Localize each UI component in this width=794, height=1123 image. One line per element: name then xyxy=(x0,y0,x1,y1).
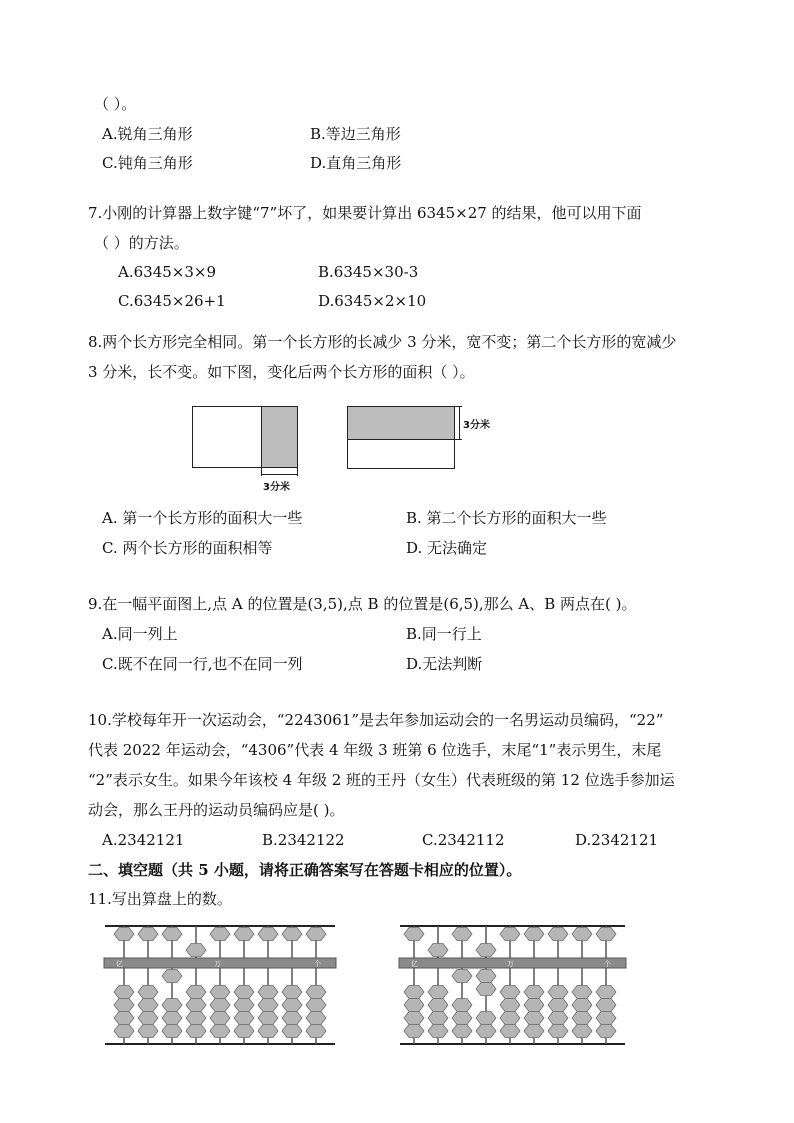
abacus-bead xyxy=(210,1025,230,1038)
abacus-2 xyxy=(395,920,635,1050)
abacus-bead xyxy=(404,928,424,941)
abacus-bead xyxy=(258,986,278,999)
abacus-bead xyxy=(572,1025,592,1038)
abacus-bead xyxy=(476,983,496,996)
abacus-bead xyxy=(596,928,616,941)
abacus-bead xyxy=(258,928,278,941)
abacus-bead xyxy=(428,999,448,1012)
abacus-bead xyxy=(210,1012,230,1025)
abacus-bead xyxy=(476,944,496,957)
abacus-bead xyxy=(306,928,326,941)
abacus-bead xyxy=(210,986,230,999)
abacus-bead xyxy=(476,970,496,983)
dimension-label: 3分米 xyxy=(263,482,290,493)
q9-option-b: B.同一行上 xyxy=(406,625,482,643)
abacus-bead xyxy=(234,986,254,999)
q8-line1: 8.两个长方形完全相同。第一个长方形的长减少 3 分米，宽不变；第二个长方形的宽减少 xyxy=(88,333,677,351)
abacus-bead xyxy=(138,1025,158,1038)
abacus-bead xyxy=(404,1012,424,1025)
abacus-bead xyxy=(210,999,230,1012)
q8-option-b: B. 第二个长方形的面积大一些 xyxy=(406,509,607,527)
abacus-bead xyxy=(114,1025,134,1038)
abacus-bead xyxy=(404,999,424,1012)
abacus-bead xyxy=(306,999,326,1012)
abacus-bead xyxy=(138,986,158,999)
dimension-line xyxy=(261,474,298,475)
q9-line1: 9.在一幅平面图上,点 A 的位置是(3,5),点 B 的位置是(6,5),那么 A、B 两点在( )。 xyxy=(88,595,637,613)
dimension-line xyxy=(459,406,460,440)
abacus-bead xyxy=(162,1025,182,1038)
abacus-bead xyxy=(500,928,520,941)
abacus-bead xyxy=(186,1025,206,1038)
abacus-bead xyxy=(524,999,544,1012)
abacus-bead xyxy=(452,928,472,941)
q7-option-d: D.6345×2×10 xyxy=(318,292,427,310)
q7-line1: 7.小刚的计算器上数字键“7”坏了，如果要计算出 6345×27 的结果，他可以用下面 xyxy=(88,204,642,222)
abacus-bead xyxy=(428,1012,448,1025)
abacus-label-yi: 亿 xyxy=(116,960,123,968)
abacus-bead xyxy=(428,1025,448,1038)
abacus-1 xyxy=(100,920,340,1050)
abacus-bead xyxy=(596,1012,616,1025)
q8-line2: 3 分米，长不变。如下图，变化后两个长方形的面积（ ）。 xyxy=(88,363,475,381)
abacus-bead xyxy=(572,999,592,1012)
q10-line3: “2”表示女生。如果今年该校 4 年级 2 班的王丹（女生）代表班级的第 12 位选手参加运 xyxy=(88,771,675,789)
q6-option-c: C.钝角三角形 xyxy=(102,154,193,172)
abacus-bead xyxy=(452,1025,472,1038)
abacus-bead xyxy=(452,999,472,1012)
q6-option-b: B.等边三角形 xyxy=(310,125,401,143)
abacus-bead xyxy=(282,986,302,999)
abacus-bead xyxy=(138,999,158,1012)
abacus-bead xyxy=(524,1025,544,1038)
q6-option-d: D.直角三角形 xyxy=(310,154,402,172)
q8-option-d: D. 无法确定 xyxy=(406,539,488,557)
abacus-bead xyxy=(186,999,206,1012)
abacus-bead xyxy=(186,1012,206,1025)
abacus-bead xyxy=(306,986,326,999)
abacus-bead xyxy=(114,928,134,941)
abacus-bead xyxy=(114,986,134,999)
abacus-label-ge: 个 xyxy=(604,960,611,968)
abacus-bead xyxy=(258,1025,278,1038)
abacus-label-wan: 万 xyxy=(214,960,221,968)
q11-line1: 11.写出算盘上的数。 xyxy=(88,890,232,908)
abacus-bead xyxy=(476,1025,496,1038)
abacus-bead xyxy=(596,999,616,1012)
abacus-bead xyxy=(114,1012,134,1025)
dimension-label: 3分米 xyxy=(463,420,490,431)
abacus-bead xyxy=(548,999,568,1012)
q9-option-a: A.同一列上 xyxy=(102,625,178,643)
abacus-bead xyxy=(282,928,302,941)
q10-option-c: C.2342112 xyxy=(422,831,505,849)
abacus-bead xyxy=(548,1012,568,1025)
q10-line2: 代表 2022 年运动会，“4306”代表 4 年级 3 班第 6 位选手，末尾“1”表示男生，末尾 xyxy=(88,741,662,759)
q6-option-a: A.锐角三角形 xyxy=(102,125,193,143)
abacus-bead xyxy=(210,928,230,941)
abacus-bead xyxy=(186,986,206,999)
abacus-bead xyxy=(162,970,182,983)
abacus-bead xyxy=(572,1012,592,1025)
q8-figure-rectangle-2 xyxy=(347,406,497,470)
abacus-bead xyxy=(524,1012,544,1025)
abacus-bead xyxy=(114,999,134,1012)
abacus-bead xyxy=(500,986,520,999)
abacus-bead xyxy=(234,1025,254,1038)
abacus-bead xyxy=(572,928,592,941)
abacus-bead xyxy=(596,986,616,999)
abacus-bead xyxy=(404,1025,424,1038)
abacus-bead xyxy=(162,1012,182,1025)
abacus-bead xyxy=(524,928,544,941)
abacus-bead xyxy=(234,1012,254,1025)
abacus-bead xyxy=(428,986,448,999)
abacus-bead xyxy=(234,999,254,1012)
abacus-bead xyxy=(282,1012,302,1025)
abacus-bead xyxy=(428,944,448,957)
abacus-bead xyxy=(500,1025,520,1038)
abacus-bead xyxy=(186,944,206,957)
abacus-bead xyxy=(138,928,158,941)
q7-line2: （ ）的方法。 xyxy=(94,234,189,252)
section-heading: 二、填空题（共 5 小题，请将正确答案写在答题卡相应的位置）。 xyxy=(88,861,522,879)
abacus-bead xyxy=(138,1012,158,1025)
abacus-bead xyxy=(596,1025,616,1038)
abacus-bead xyxy=(306,1025,326,1038)
rectangle-2-removed-strip xyxy=(347,406,455,440)
abacus-bead xyxy=(500,999,520,1012)
abacus-bead xyxy=(548,928,568,941)
abacus-bead xyxy=(404,986,424,999)
q8-option-c: C. 两个长方形的面积相等 xyxy=(102,539,273,557)
abacus-bead xyxy=(452,970,472,983)
abacus-label-yi: 亿 xyxy=(411,960,418,968)
abacus-bead xyxy=(572,986,592,999)
q10-line4: 动会，那么王丹的运动员编码应是( )。 xyxy=(88,801,345,819)
abacus-bead xyxy=(548,986,568,999)
q7-option-a: A.6345×3×9 xyxy=(118,263,216,281)
q9-option-c: C.既不在同一行,也不在同一列 xyxy=(102,655,303,673)
abacus-bead xyxy=(234,928,254,941)
abacus-label-wan: 万 xyxy=(507,960,514,968)
q8-option-a: A. 第一个长方形的面积大一些 xyxy=(102,509,303,527)
q7-option-b: B.6345×30-3 xyxy=(318,263,419,281)
q10-option-d: D.2342121 xyxy=(575,831,659,849)
q7-option-c: C.6345×26+1 xyxy=(118,292,226,310)
abacus-bead xyxy=(548,1025,568,1038)
abacus-bead xyxy=(524,986,544,999)
abacus-bead xyxy=(476,1012,496,1025)
abacus-bead xyxy=(282,999,302,1012)
q10-option-b: B.2342122 xyxy=(262,831,345,849)
abacus-bead xyxy=(282,1025,302,1038)
abacus-label-ge: 个 xyxy=(314,960,321,968)
abacus-bead xyxy=(258,999,278,1012)
q8-figure-rectangle-1 xyxy=(192,406,302,492)
abacus-bead xyxy=(500,1012,520,1025)
abacus-bead xyxy=(162,928,182,941)
q10-option-a: A.2342121 xyxy=(102,831,185,849)
rectangle-1-removed-strip xyxy=(261,406,298,468)
abacus-bead xyxy=(162,999,182,1012)
q10-line1: 10.学校每年开一次运动会，“2243061”是去年参加运动会的一名男运动员编码，“22” xyxy=(88,711,664,729)
abacus-bead xyxy=(258,1012,278,1025)
q6-stem-tail: （ ）。 xyxy=(94,95,137,113)
q9-option-d: D.无法判断 xyxy=(406,655,483,673)
abacus-bead xyxy=(306,1012,326,1025)
abacus-bead xyxy=(452,1012,472,1025)
